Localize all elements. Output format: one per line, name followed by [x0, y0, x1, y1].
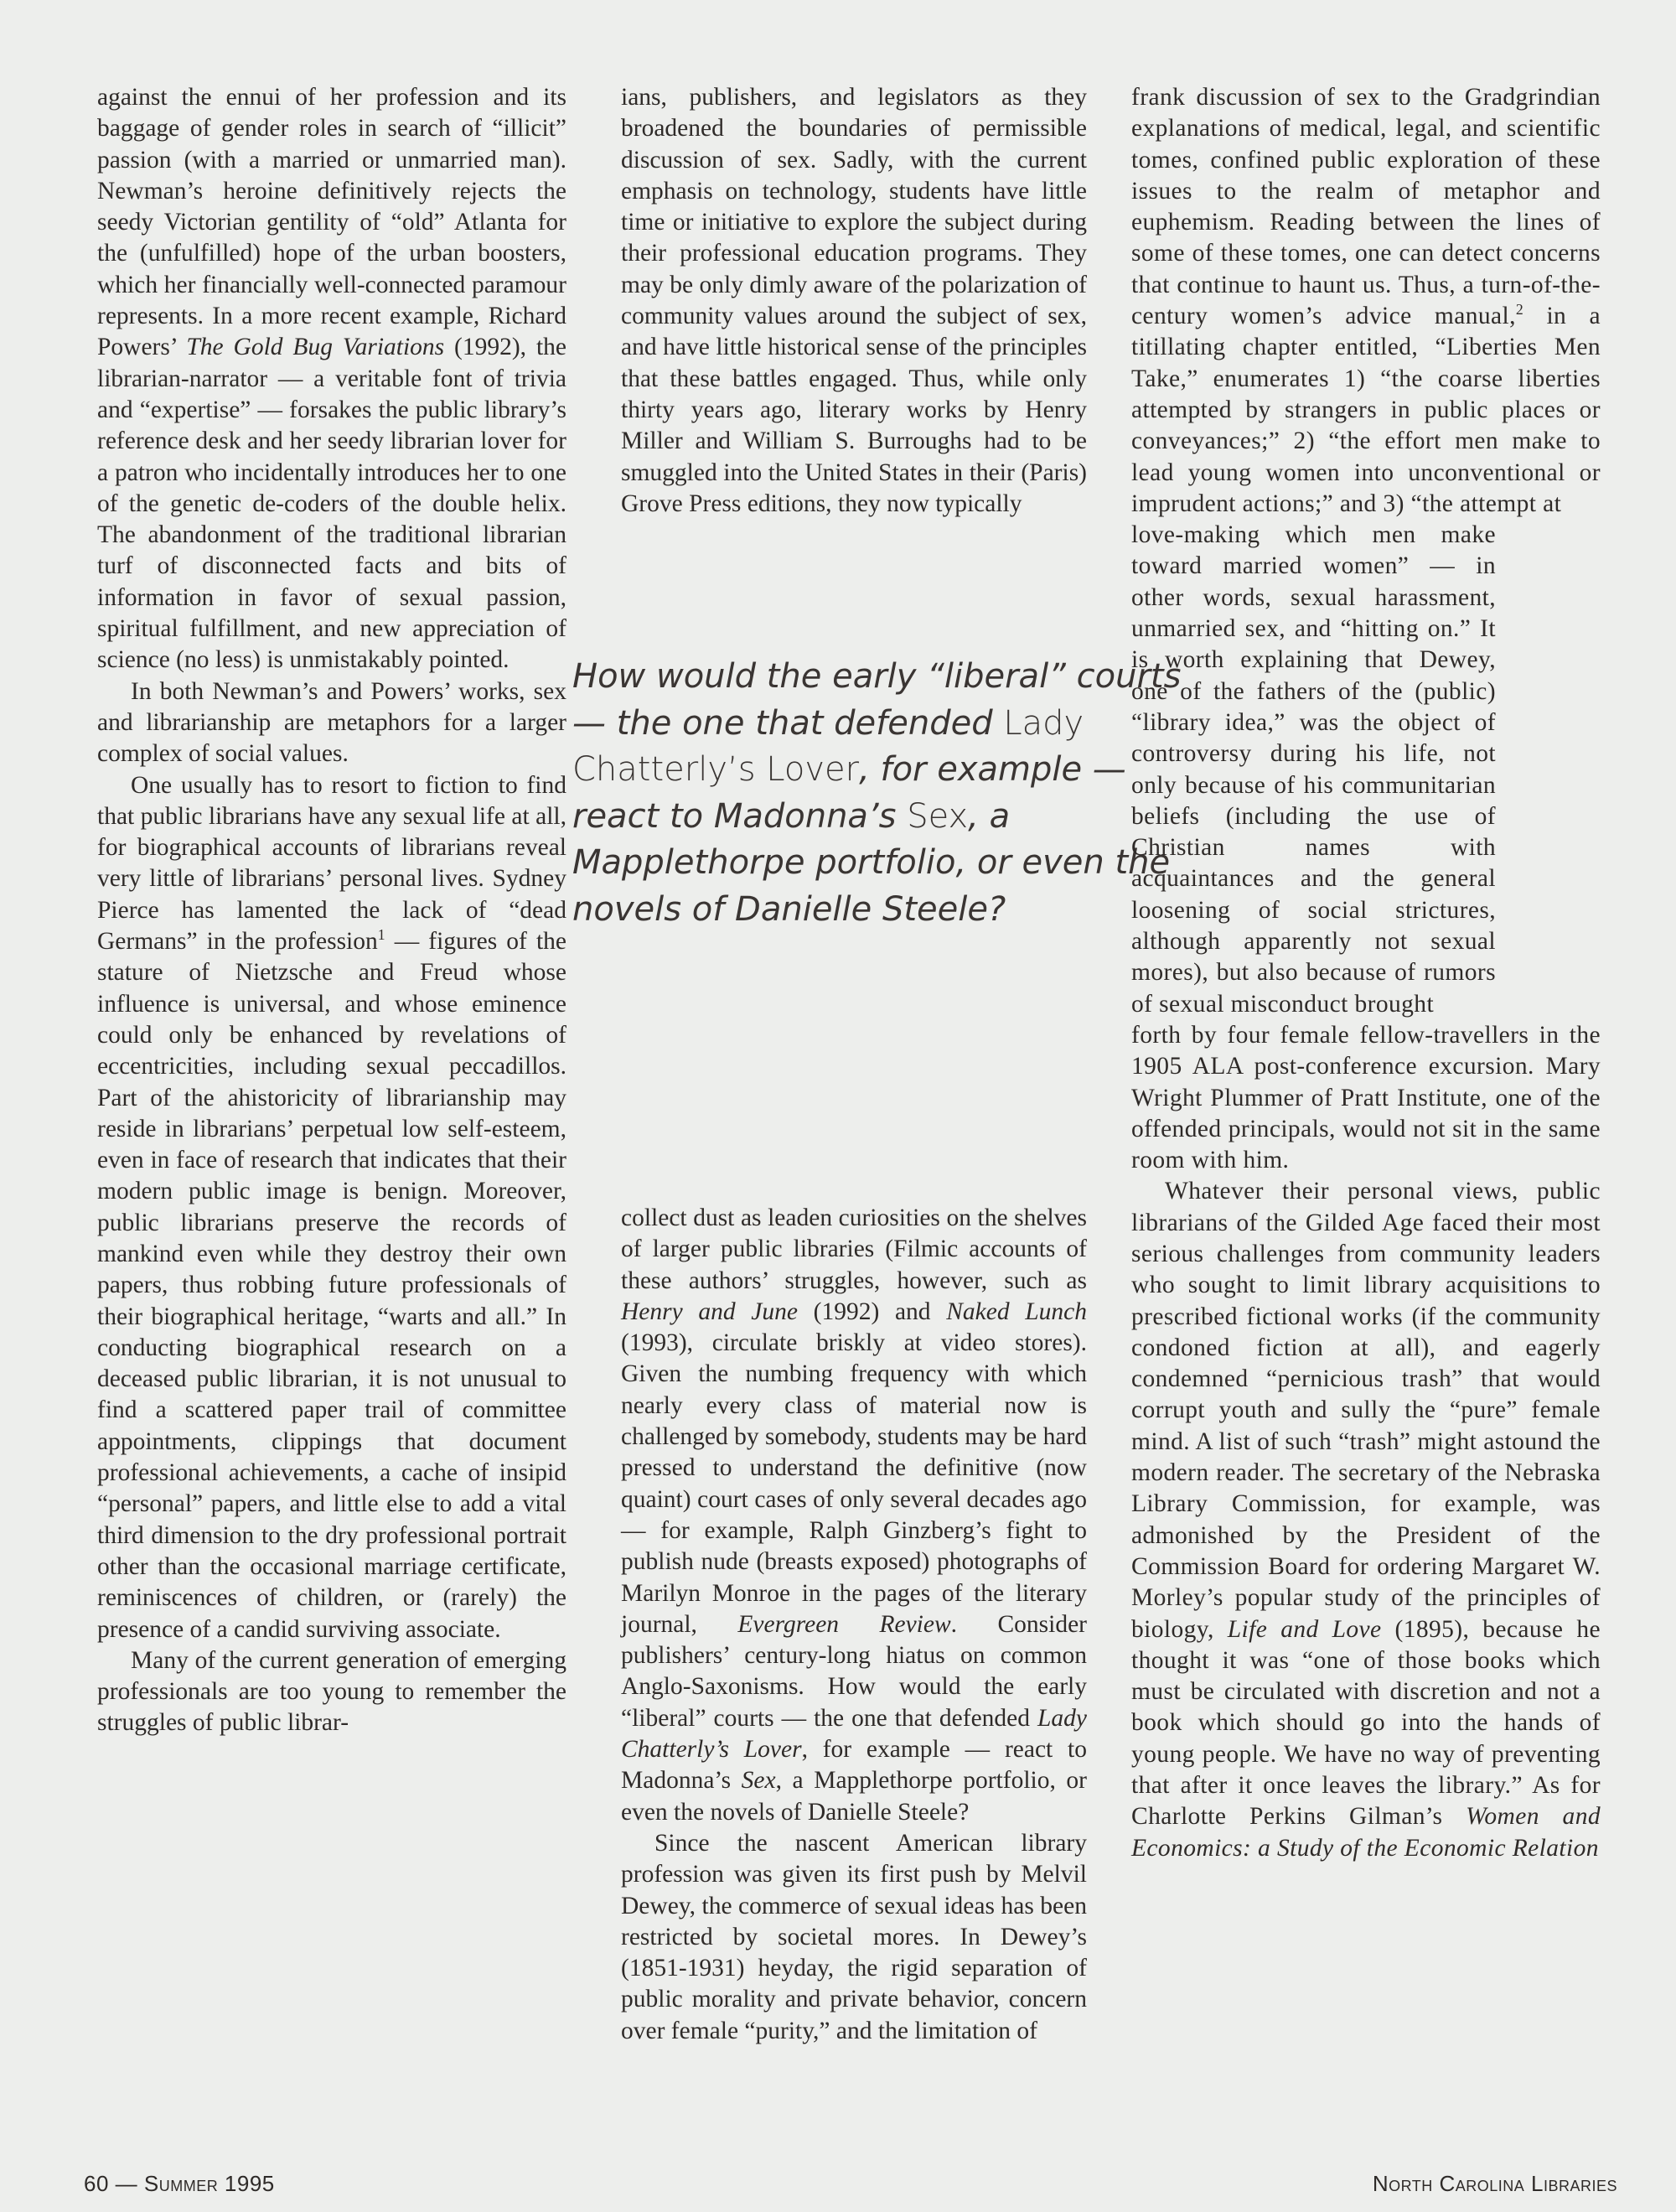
- text: against the ennui of her profession and its baggage of gender roles in search of “illicit” passion (with a married or unmarried man). Newman’s heroine definitively rejects the seedy Victorian gentility of “old” Atlanta for the (unfulfilled) hope of the urban boosters, which her financially well-connected paramour represents. In a more recent example, Richard Powers’: [97, 84, 566, 361]
- text: (1895), because he thought it was “one of those books which must be circulated with discretion and not a book which should go into the hands of young people. We have no way of preventing that after it once leaves the library.” As for Charlotte Perkins Gilman’s: [1131, 1615, 1601, 1831]
- paragraph: [1131, 1176, 1601, 1864]
- book-title: Henry and June: [621, 1298, 798, 1325]
- text: . Consider publishers’ century-long hiatus on common Anglo-Saxonisms. How would the early “liberal” courts — the one that defended: [621, 1610, 1087, 1732]
- text: (1992) and: [797, 1298, 947, 1325]
- book-title: Evergreen Review: [737, 1610, 951, 1638]
- book-title: Women and Economics: a Study of the Economic Relation: [1131, 1803, 1601, 1862]
- book-title: The Gold Bug Variations: [186, 334, 445, 361]
- book-title: Life and Love: [1227, 1615, 1382, 1643]
- paragraph: In both Newman’s and Powers’ works, sex and librarianship are metaphors for a larger complex of social values.: [97, 677, 566, 768]
- paragraph: forth by four female fellow-travellers in the 1905 ALA post-conference excursion. Mary Wright Plummer of Pratt Institute, one of the offended principals, would not sit in the same room with him.: [1131, 1021, 1601, 1174]
- paragraph: [97, 770, 566, 1645]
- text: frank discussion of sex to the Gradgrindian explanations of medical, legal, and scientific tomes, confined public exploration of these issues to the realm of metaphor and euphemism. Reading between the lines of some of these tomes, one can detect concerns that continue to haunt us. Thus, a turn-of-the-century women’s advice manual,: [1131, 84, 1601, 330]
- paragraph: Many of the current generation of emerging professionals are too young to remember the struggles of public librar-: [97, 1646, 566, 1737]
- footer-publication: North Carolina Libraries: [1372, 2171, 1617, 2196]
- paragraph: [97, 82, 566, 676]
- text: Whatever their personal views, public librarians of the Gilded Age faced their most serious challenges from community leaders who sought to limit library acquisitions to prescribed fictional works (if the community condoned fiction at all), and eagerly condemned “pernicious trash” that would corrupt youth and sully the “pure” female mind. A list of such “trash” might astound the modern reader. The secretary of the Nebraska Library Commission, for example, was admonished by the President of the Commission Board for ordering Margaret W. Morley’s popular study of the principles of biology,: [1131, 1178, 1601, 1643]
- text: One usually has to resort to fiction to find that public librarians have any sexual life at all, for biographical accounts of librarians reveal very little of librarians’ personal lives. Sydney Pierce has lamented the lack of “dead Germans” in the profession: [97, 771, 566, 956]
- book-title: Naked Lunch: [946, 1298, 1087, 1325]
- text: (1992), the librarian-narrator — a veritable font of trivia and “expertise” — forsakes the public library’s reference desk and her seedy librarian lover for a patron who incidentally introduces her to one of the genetic de-coders of the double helix. The abandonment of the traditional librarian turf of disconnected facts and bits of information in favor of sexual passion, spiritual fulfillment, and new appreciation of science (no less) is unmistakably pointed.: [97, 334, 566, 674]
- footer-page-number: 60 — Summer 1995: [84, 2171, 275, 2196]
- text: , for example — react to Madonna’s: [621, 1736, 1087, 1795]
- text: , a Mapplethorpe portfolio, or even the novels of Danielle Steele?: [621, 1767, 1088, 1826]
- column-1: [97, 82, 566, 1739]
- book-title: Sex: [907, 796, 969, 836]
- book-title: Lady Chatterly’s Lover: [621, 1704, 1087, 1764]
- text: (1993), circulate briskly at video stores). Given the numbing frequency with which nearly every class of material now is challenged by somebody, students may be hard pressed to understand the definitive (now quaint) court cases of only several decades ago — for example, Ralph Ginzberg’s fight to publish nude (breasts exposed) photographs of Marilyn Monroe in the pages of the literary journal,: [621, 1329, 1087, 1638]
- column-2-top: [621, 82, 1087, 520]
- paragraph: [621, 1203, 1087, 1828]
- paragraph-inset: love-making which men make toward married women” — in other words, sexual harassment, unmarried sex, and “hitting on.” It is worth explaining that Dewey, one of the fathers of the (public) “library idea,” was the object of controversy during his life, not only because of his communitarian beliefs (including the use of Christian names with acquaintances and the general loosening of social strictures, although apparently not sexual mores), but also because of rumors of sexual misconduct brought: [1131, 521, 1496, 1018]
- text: How would the early “liberal” courts — the one that defended: [572, 657, 1182, 743]
- footnote-ref: 2: [1515, 301, 1524, 319]
- column-3: [1131, 82, 1601, 1864]
- text: — figures of the stature of Nietzsche and Freud whose influence is universal, and whose eminence could only be enhanced by revelations of eccentricities, including sexual peccadillos. Part of the ahistoricity of librarianship may reside in librarians’ perpetual low self-esteem, even in face of research that indicates that their modern public image is benign. Moreover, public librarians preserve the records of mankind even while they destroy their own papers, thus robbing future professionals of their biographical heritage, “warts and all.” In conducting biographical research on a deceased public librarian, it is not unusual to find a scattered paper trail of committee appointments, clippings that document professional achievements, a cache of insipid “personal” papers, and little else to add a vital third dimension to the dry professional portrait other than the occasional marriage certificate, reminiscences of children, or (rarely) the presence of a candid surviving associate.: [97, 928, 566, 1643]
- text: , for example — react to Madonna’s: [572, 750, 1126, 836]
- book-title: Lady Chatterly’s Lover: [572, 703, 1084, 789]
- paragraph: ians, publishers, and legislators as they broadened the boundaries of permissible discussion of sex. Sadly, with the current emphasis on technology, students have little time or initiative to explore the subject during their professional education programs. They may be only dimly aware of the polarization of community values around the subject of sex, and have little historical sense of the principles that these battles engaged. Thus, while only thirty years ago, literary works by Henry Miller and William S. Burroughs had to be smuggled into the United States in their (Paris) Grove Press editions, they now typically: [621, 84, 1087, 517]
- text: in a titillating chapter entitled, “Liberties Men Take,” enumerates 1) “the coarse liberties attempted by strangers in public places or conveyances;” 2) “the effort men make to lead young women into unconventional or imprudent actions;” and 3) “the attempt at: [1131, 303, 1601, 517]
- text: , a Mapplethorpe portfolio, or even the novels of Danielle Steele?: [572, 796, 1171, 929]
- footnote-ref: 1: [377, 926, 385, 944]
- pull-quote: [572, 654, 1192, 933]
- column-2-bottom: [621, 1203, 1087, 2047]
- text: collect dust as leaden curiosities on the shelves of larger public libraries (Filmic accounts of these authors’ struggles, however, such as: [621, 1204, 1087, 1294]
- book-title: Sex: [741, 1767, 776, 1795]
- paragraph: Since the nascent American library profession was given its first push by Melvil Dewey, the commerce of sexual ideas has been restricted by societal mores. In Dewey’s (1851-1931) heyday, the rigid separation of public morality and private behavior, concern over female “purity,” and the limitation of: [621, 1829, 1087, 2044]
- paragraph: [1131, 82, 1601, 520]
